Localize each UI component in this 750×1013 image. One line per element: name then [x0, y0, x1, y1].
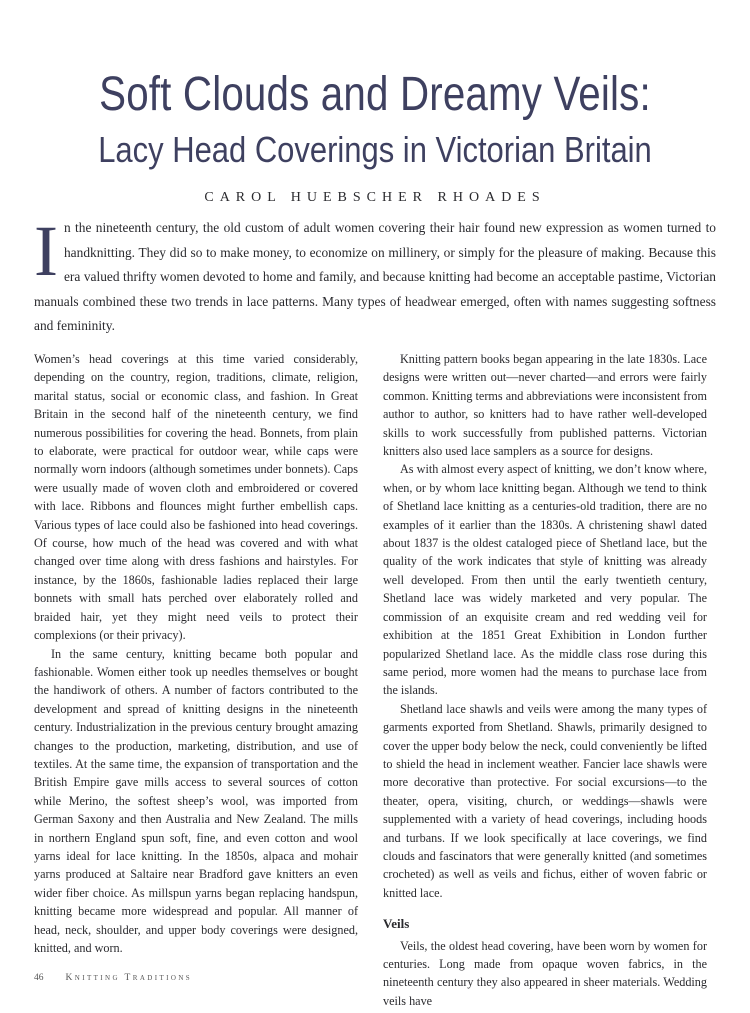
body-paragraph: Women’s head coverings at this time varied considerably, depending on the country, region, traditions, climate, religion, marital status, social or economic class, and fashion. In Great Britain in the second half of the nineteenth century, we find numerous possibilities for covering the head. Bonnets, from plain to elaborate, were practical for outdoor wear, while caps were normally worn indoors (although sometimes under bonnets). Caps were usually made of woven cloth and embroidered or covered with lace. Ribbons and flounces might further embellish caps. Various types of lace could also be fashioned into head coverings. Of course, how much of the head was covered and with what changed over time along with dress fashions and hairstyles. For instance, by the 1860s, fashionable ladies replaced their large bonnets with small hats perched over elaborately rolled and braided hair, yet they might need veils to protect their complexions (or their privacy).	[34, 352, 358, 643]
drop-cap: I	[34, 211, 58, 291]
body-paragraph: In the same century, knitting became both popular and fashionable. Women either took up needles themselves or bought the handiwork of others. A number of factors contributed to the development and spread of knitting designs in the nineteenth century. Industrialization in the previous century brought amazing changes to the production, marketing, distribution, and use of textiles. At the same time, the expansion of transportation and the British Empire gave mills access to several sources of cotton while Merino, the softest sheep’s wool, was imported from German Saxony and then Australia and New Zealand. The mills in northern England spun soft, fine, and even cotton and wool yarns ideal for lace knitting. In the 1850s, alpaca and mohair yarns produced at Saltaire near Bradford gave knitters an even wider fiber choice. As millspun yarns began replacing handspun, knitting became more widespread and popular. All manner of head, neck, shoulder, and upper body coverings were designed, knitted, and worn.	[34, 646, 358, 955]
page-number: 46	[34, 973, 44, 983]
body-paragraph: Shetland lace shawls and veils were among the many types of garments exported from Shetland. Shawls, primarily designed to cover the upper body below the neck, could conveniently be lifted to shield the head in inclement weather. Fancier lace shawls were more decorative than protective. For social excursions—to the theater, opera, visiting, church, or weddings—shawls were supplemented with a variety of head coverings, including hoods and turbans. If we look specifically at lace coverings, we find clouds and fascinators that were generally knitted (and sometimes crocheted) as well as veils and fichus, either of woven fabric or knitted lace.	[383, 701, 707, 900]
author-byline: CAROL HUEBSCHER RHOADES	[204, 190, 546, 205]
page-footer	[34, 973, 192, 983]
body-paragraph: Veils, the oldest head covering, have been worn by women for centuries. Long made from opaque woven fabrics, in the nineteenth century they also appeared in sheer materials. Wedding veils have	[383, 938, 707, 1008]
section-heading-veils: Veils	[383, 916, 410, 932]
article-subtitle: Lacy Head Coverings in Victorian Britain	[98, 129, 652, 170]
running-title: Knitting Traditions	[65, 973, 193, 983]
article-title: Soft Clouds and Dreamy Veils:	[99, 68, 651, 121]
intro-paragraph	[34, 211, 716, 339]
intro-text: n the nineteenth century, the old custom of adult women covering their hair found new expression as women turned to handknitting. They did so to make money, to economize on millinery, or simply for the pleasure of making. Because this era valued thrifty women devoted to home and family, and because knitting had become an acceptable pastime, Victorian manuals combined these two trends in lace patterns. Many types of headwear emerged, often with names suggesting softness and femininity.	[34, 220, 716, 333]
body-paragraph: As with almost every aspect of knitting, we don’t know where, when, or by whom lace knitting began. Although we tend to think of Shetland lace knitting as a centuries-old tradition, there are no examples of it earlier than the 1830s. A christening shawl dated about 1837 is the oldest cataloged piece of Shetland lace, but the quality of the work indicates that style of knitting was already well developed. From then until the early twentieth century, Shetland lace was widely marketed and very popular. The commission of an exquisite cream and red wedding veil for exhibition at the 1851 Great Exhibition in London further popularized Shetland lace. As the middle class rose during this same period, more women had the means to purchase lace from the islands.	[383, 462, 707, 698]
right-column	[383, 350, 707, 1010]
left-column	[34, 350, 358, 957]
body-paragraph: Knitting pattern books began appearing in the late 1830s. Lace designs were written out—never charted—and errors were fairly common. Knitting terms and abbreviations were inconsistent from author to author, so knitters had to have rather well-developed skills to work successfully from published patterns. Victorian knitters also used lace samplers as a source for designs.	[383, 352, 707, 459]
